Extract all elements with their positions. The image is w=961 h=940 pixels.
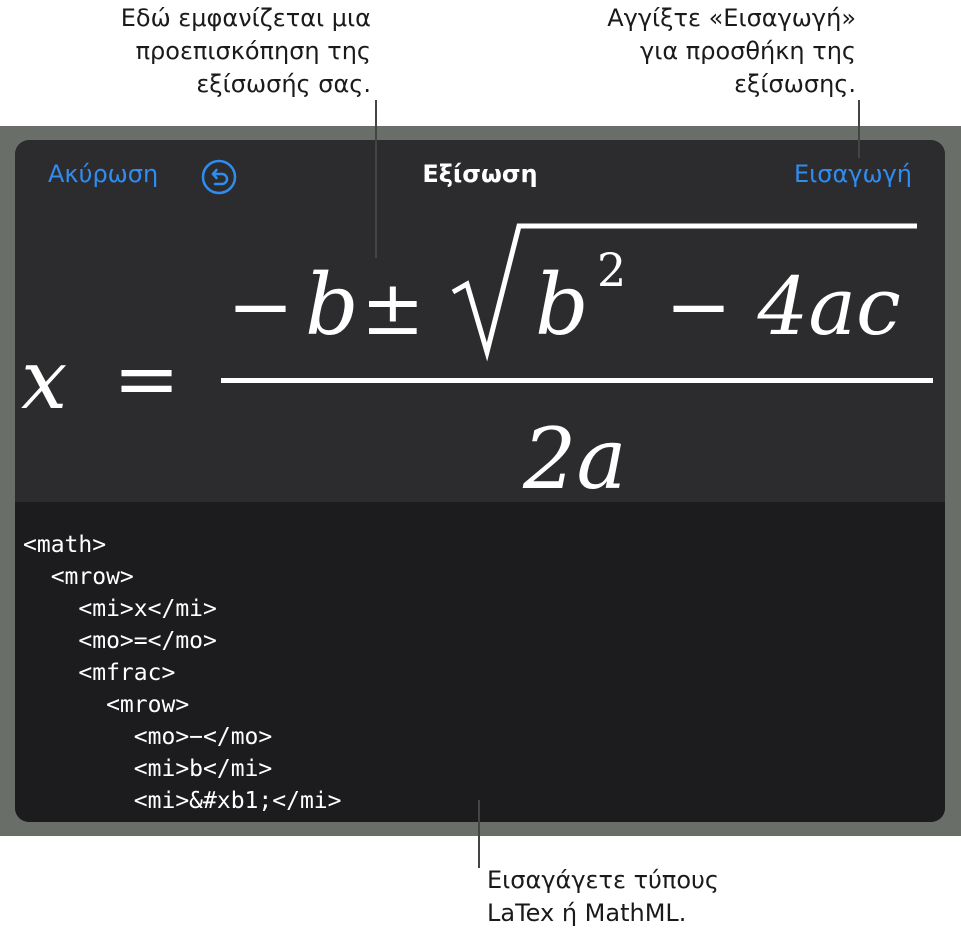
nav-bar: [15, 140, 945, 216]
code-line: <mrow>: [23, 692, 190, 718]
callout-input-line: LaTex ή MathML.: [487, 899, 687, 927]
equation-minus: −: [227, 260, 295, 353]
leader-line-input: [478, 800, 480, 868]
nav-title: Εξίσωση: [422, 160, 538, 188]
code-line: <mi>b</mi>: [23, 756, 273, 782]
fraction-bar: [221, 378, 933, 383]
equation-equals: =: [113, 332, 181, 425]
code-line: <mrow>: [23, 564, 134, 590]
callout-preview: [121, 2, 371, 101]
code-line: <mfrac>: [23, 660, 176, 686]
equation-radicand-rest: − 4ac: [665, 260, 901, 353]
code-line: <mi>&#xb1;</mi>: [23, 788, 342, 814]
cancel-button[interactable]: Ακύρωση: [48, 160, 159, 188]
equation-radicand-b: b: [535, 256, 589, 354]
callout-preview-line: προεπισκόπηση της: [135, 37, 371, 65]
callout-input: [487, 864, 719, 930]
code-line: <mo>=</mo>: [23, 628, 217, 654]
callout-preview-line: εξίσωσής σας.: [196, 70, 371, 98]
callout-insert-line: για προσθήκη της: [640, 37, 856, 65]
code-editor[interactable]: [15, 502, 945, 822]
callout-input-line: Εισαγάγετε τύπους: [487, 866, 720, 894]
equation-exponent: 2: [597, 243, 627, 297]
leader-line-insert: [858, 100, 860, 158]
callout-insert: [607, 2, 856, 101]
callout-preview-line: Εδώ εμφανίζεται μια: [120, 4, 371, 32]
code-line: <mo>−</mo>: [23, 724, 273, 750]
equation-denominator: 2a: [523, 410, 627, 502]
equation-render: [15, 216, 945, 502]
code-line: <mi>x</mi>: [23, 596, 217, 622]
insert-button[interactable]: Εισαγωγή: [793, 160, 912, 188]
equation-b: b: [305, 256, 359, 354]
leader-line-preview: [375, 100, 377, 258]
equation-sheet: [15, 140, 945, 822]
equation-lhs: x: [21, 333, 68, 428]
callout-insert-line: Αγγίξτε «Εισαγωγή»: [607, 4, 856, 32]
code-line: <math>: [23, 532, 107, 558]
equation-plusminus: ±: [361, 263, 425, 352]
equation-preview: [15, 216, 945, 502]
callout-insert-line: εξίσωσης.: [734, 70, 856, 98]
